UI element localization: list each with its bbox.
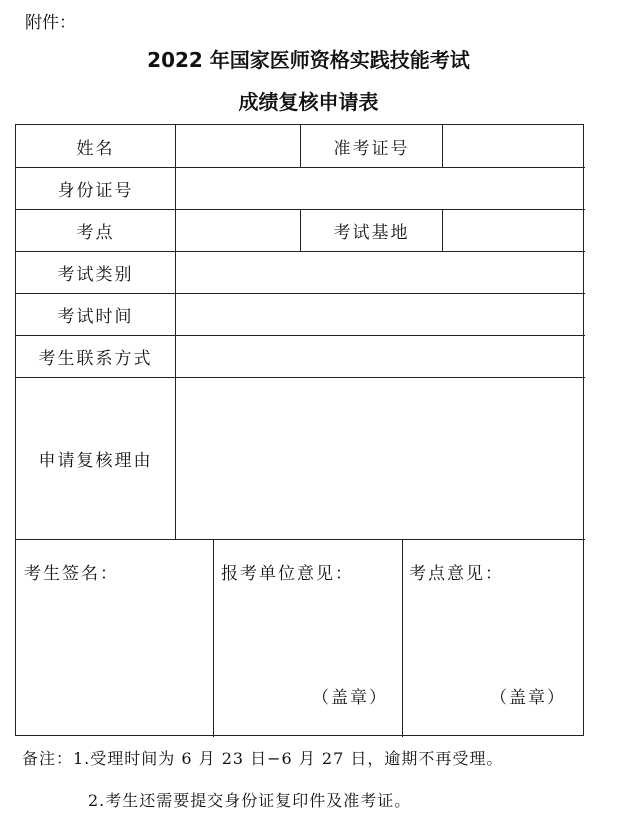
exam-base-field[interactable]	[443, 210, 583, 250]
exam-site-label: 考点	[76, 222, 115, 243]
review-reason-field[interactable]	[176, 378, 583, 538]
exam-category-label: 考试类别	[57, 264, 134, 285]
site-opinion-label: 考点意见：	[409, 564, 504, 584]
id-number-field[interactable]	[176, 168, 583, 208]
exam-time-label: 考试时间	[57, 306, 134, 327]
exam-site-field[interactable]	[176, 210, 299, 250]
ticket-number-field[interactable]	[443, 126, 583, 166]
review-application-form	[15, 124, 584, 736]
unit-seal-label: （盖章）	[312, 688, 388, 708]
form-title: 2022 年国家医师资格实践技能考试	[147, 48, 470, 72]
site-seal-label: （盖章）	[490, 688, 566, 708]
ticket-number-label: 准考证号	[333, 138, 410, 159]
signature-label: 考生签名：	[24, 564, 119, 584]
id-number-label: 身份证号	[57, 180, 134, 201]
contact-field[interactable]	[176, 336, 583, 376]
note-line-2: 2.考生还需要提交身份证复印件及准考证。	[88, 791, 412, 810]
contact-label: 考生联系方式	[38, 348, 153, 369]
exam-category-field[interactable]	[176, 252, 583, 292]
attachment-label: 附件：	[25, 13, 76, 33]
exam-base-label: 考试基地	[333, 222, 410, 243]
form-subtitle: 成绩复核申请表	[238, 90, 379, 114]
signature-area[interactable]	[17, 540, 212, 736]
name-label: 姓名	[76, 138, 115, 159]
name-field[interactable]	[176, 126, 299, 166]
note-line-1: 备注：1.受理时间为 6 月 23 日−6 月 27 日，逾期不再受理。	[22, 749, 504, 768]
review-reason-label: 申请复核理由	[38, 450, 153, 471]
exam-time-field[interactable]	[176, 294, 583, 334]
unit-opinion-label: 报考单位意见：	[221, 564, 354, 584]
